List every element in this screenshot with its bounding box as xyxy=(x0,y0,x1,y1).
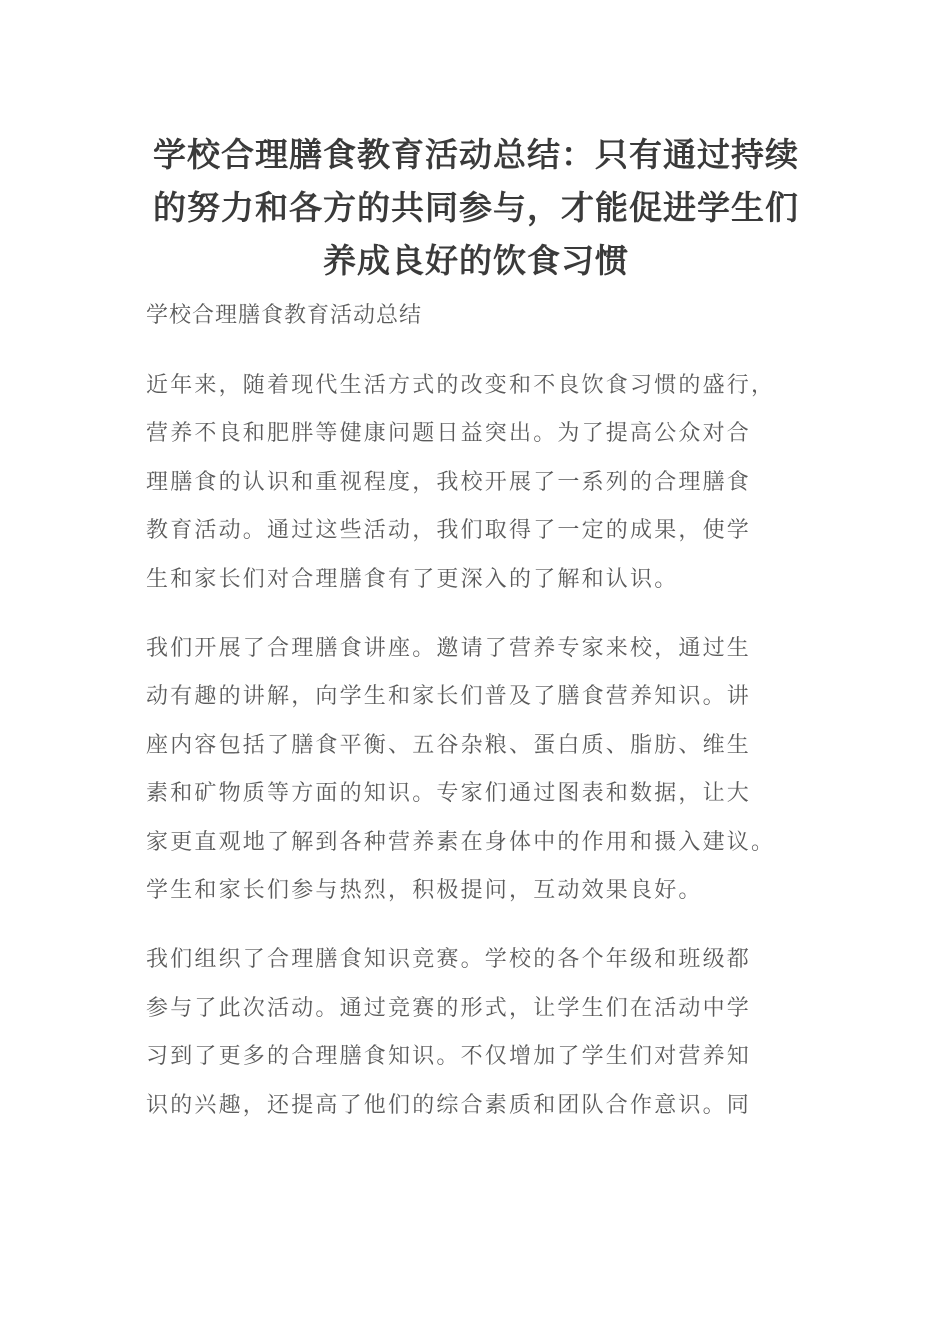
paragraph-competition xyxy=(146,936,806,1130)
text-line: 学生和家长们参与热烈，积极提问，互动效果良好。 xyxy=(146,878,703,904)
text-line: 我们组织了合理膳食知识竞赛。学校的各个年级和班级都 xyxy=(146,947,752,973)
text-line: 教育活动。通过这些活动，我们取得了一定的成果，使学 xyxy=(146,518,752,544)
document-subtitle: 学校合理膳食教育活动总结 xyxy=(146,303,423,328)
text-line: 我们开展了合理膳食讲座。邀请了营养专家来校，通过生 xyxy=(146,636,752,662)
paragraph-lecture xyxy=(146,625,806,915)
text-line: 习到了更多的合理膳食知识。不仅增加了学生们对营养知 xyxy=(146,1044,752,1070)
document-title: 学校合理膳食教育活动总结：只有通过持续的努力和各方的共同参与，才能促进学生们养成良好的饮食习惯 xyxy=(153,135,799,280)
text-line: 理膳食的认识和重视程度，我校开展了一系列的合理膳食 xyxy=(146,469,752,495)
text-line: 家更直观地了解到各种营养素在身体中的作用和摄入建议。 xyxy=(146,829,776,855)
text-line: 座内容包括了膳食平衡、五谷杂粮、蛋白质、脂肪、维生 xyxy=(146,732,752,758)
document-body xyxy=(146,292,806,1151)
text-line: 素和矿物质等方面的知识。专家们通过图表和数据，让大 xyxy=(146,781,752,807)
text-line: 近年来，随着现代生活方式的改变和不良饮食习惯的盛行， xyxy=(146,373,776,398)
text-line: 营养不良和肥胖等健康问题日益突出。为了提高公众对合 xyxy=(146,421,752,447)
text-line: 识的兴趣，还提高了他们的综合素质和团队合作意识。同 xyxy=(146,1092,752,1118)
text-line: 动有趣的讲解，向学生和家长们普及了膳食营养知识。讲 xyxy=(146,684,752,710)
text-line: 参与了此次活动。通过竞赛的形式，让学生们在活动中学 xyxy=(146,995,752,1021)
text-line: 生和家长们对合理膳食有了更深入的了解和认识。 xyxy=(146,566,679,592)
paragraph-intro xyxy=(146,362,806,604)
